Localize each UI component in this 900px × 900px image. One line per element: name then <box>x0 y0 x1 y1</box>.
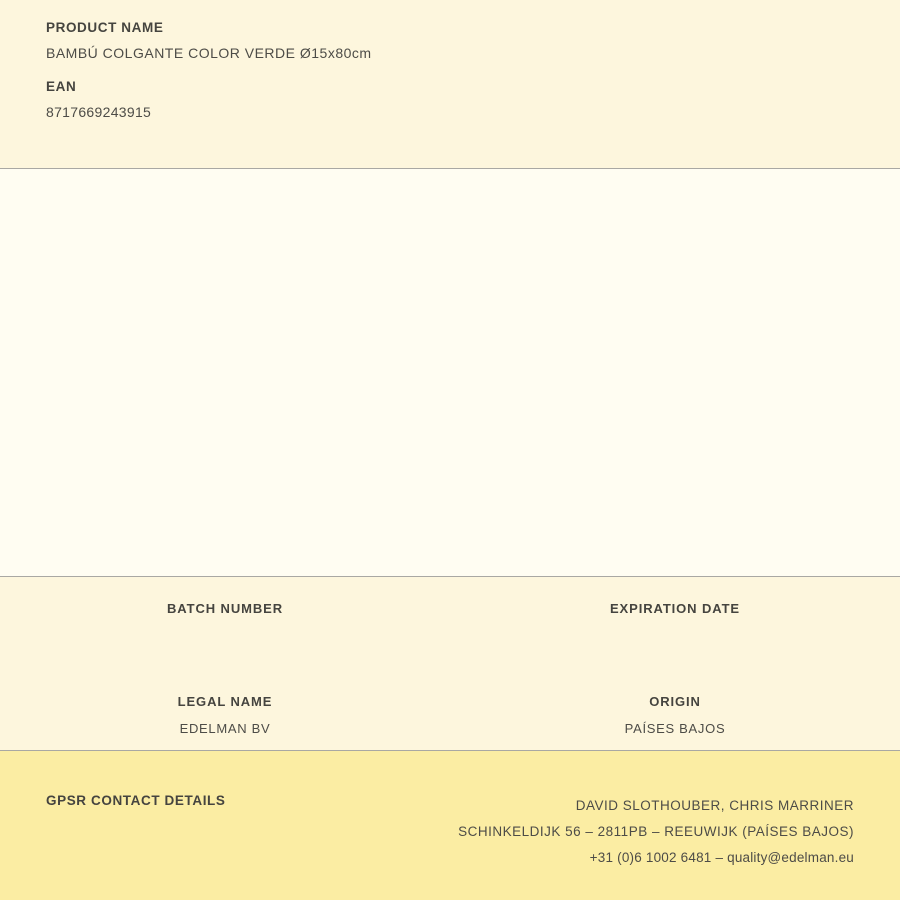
ean-field <box>46 79 854 120</box>
gpsr-contact-details <box>458 793 854 871</box>
gpsr-contact-label: GPSR CONTACT DETAILS <box>46 793 226 808</box>
ean-label: EAN <box>46 79 77 94</box>
legal-name-cell <box>0 694 450 737</box>
origin-label: ORIGIN <box>649 694 701 709</box>
ean-value: 8717669243915 <box>46 104 152 120</box>
grid-row-legal <box>0 694 900 737</box>
gpsr-footer <box>0 751 900 900</box>
batch-origin-grid <box>0 577 900 750</box>
expiration-date-cell <box>450 601 900 644</box>
origin-cell <box>450 694 900 737</box>
origin-value: PAÍSES BAJOS <box>624 721 726 736</box>
batch-number-cell <box>0 601 450 644</box>
product-info-block <box>0 0 900 168</box>
product-name-label: PRODUCT NAME <box>46 20 164 35</box>
gpsr-contact-names: DAVID SLOTHOUBER, CHRIS MARRINER <box>575 798 854 813</box>
product-name-field <box>46 20 854 61</box>
batch-number-label: BATCH NUMBER <box>167 601 283 616</box>
legal-name-label: LEGAL NAME <box>177 694 273 709</box>
gpsr-contact-phone-email: +31 (0)6 1002 6481 – quality@edelman.eu <box>589 850 854 865</box>
legal-name-value: EDELMAN BV <box>179 721 271 736</box>
grid-row-batch <box>0 601 900 644</box>
batch-number-value <box>0 628 450 644</box>
expiration-date-value <box>450 628 900 644</box>
gpsr-contact-address: SCHINKELDIJK 56 – 2811PB – REEUWIJK (PAÍSES BAJOS) <box>458 824 854 839</box>
expiration-date-label: EXPIRATION DATE <box>609 601 741 616</box>
product-name-value: BAMBÚ COLGANTE COLOR VERDE Ø15x80cm <box>46 45 372 61</box>
blank-content-area <box>0 169 900 576</box>
